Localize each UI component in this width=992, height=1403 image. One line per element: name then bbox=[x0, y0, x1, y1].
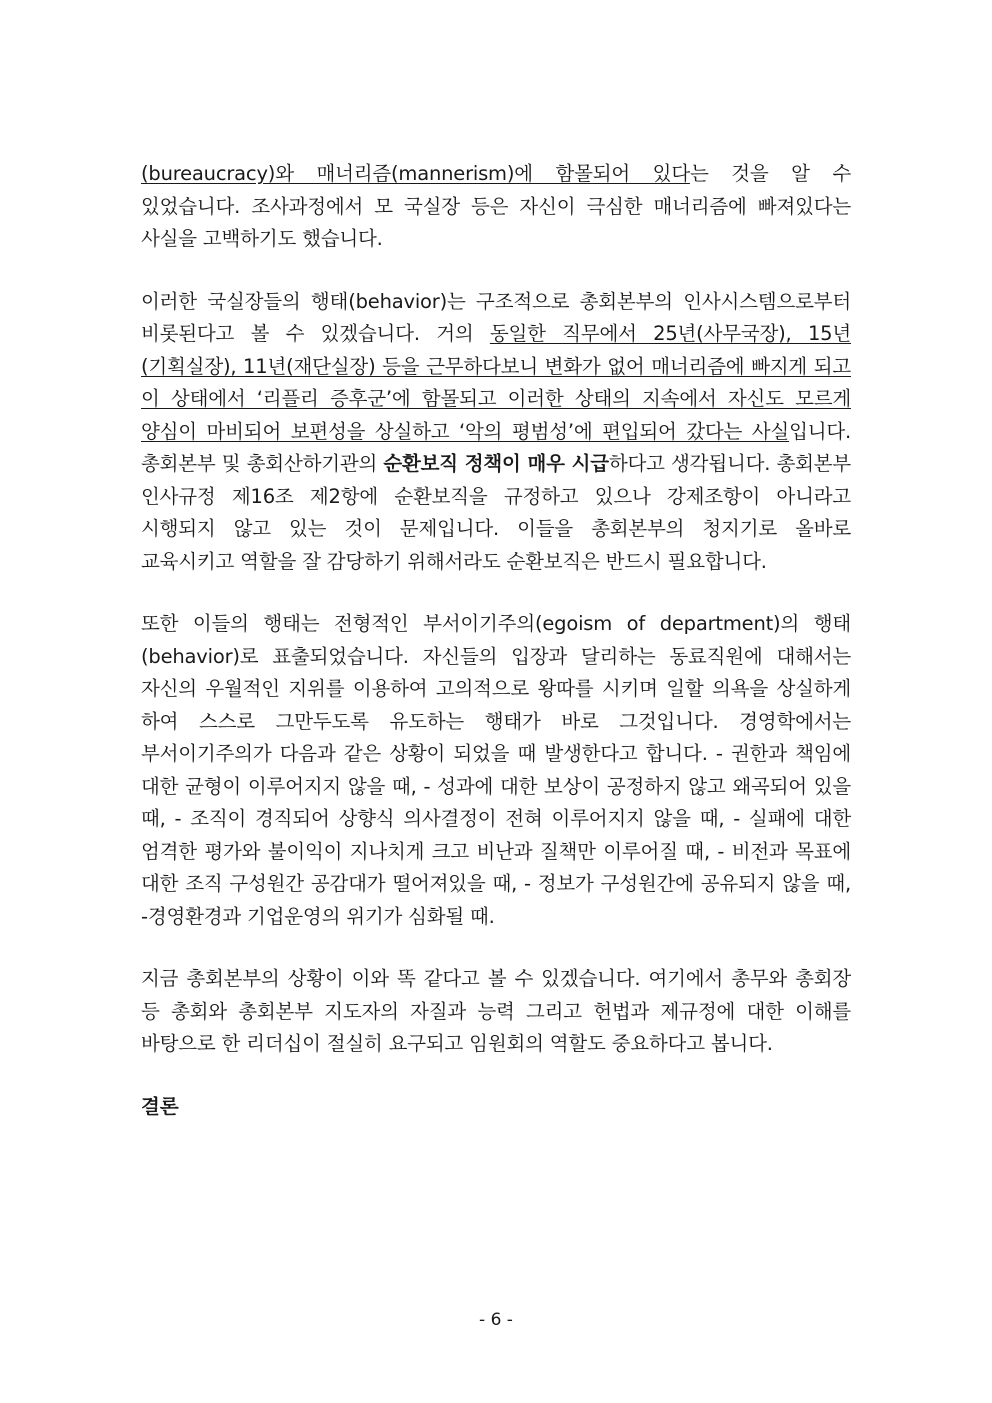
paragraph-bureaucracy bbox=[141, 158, 851, 256]
paragraph-leadership bbox=[141, 963, 851, 1061]
underlined-text: 동일한 직무에서 25년(사무국장), 15년(기획실장), 11년(재단실장) 등을 근무하다보니 변화가 없어 매너리즘에 빠지게 되고 이 상태에서 ‘리플리 증후군’에 함몰되고 이러한 상태의 지속에서 자신도 모르게 양심이 마비되어 보편성을 상실하고 ‘악의 평범성’에 편입되어 갔다는 사실 bbox=[141, 322, 851, 443]
document-body bbox=[141, 158, 851, 1123]
paragraph-egoism bbox=[141, 608, 851, 933]
underlined-text: (bureaucracy)와 매너리즘(mannerism)에 함몰되어 있다 bbox=[141, 162, 690, 185]
section-heading-conclusion: 결론 bbox=[141, 1094, 179, 1118]
bold-text: 순환보직 정책이 매우 시급 bbox=[383, 452, 609, 475]
body-text: 입니다. 총회본부 및 총회산하기관의 bbox=[141, 419, 851, 475]
body-text: 지금 총회본부의 상황이 이와 똑 같다고 볼 수 있겠습니다. 여기에서 총무와 총회장 등 총회와 총회본부 지도자의 자질과 능력 그리고 헌법과 제규정에 대한 이해를 바탕으로 한 리더십이 절실히 요구되고 임원회의 역할도 중요하다고 봅니다. bbox=[141, 967, 851, 1055]
body-text: 는 것을 알 수 있었습니다. 조사과정에서 모 국실장 등은 자신이 극심한 매너리즘에 빠져있다는 사실을 고백하기도 했습니다. bbox=[141, 162, 851, 250]
body-text: 하다고 생각됩니다. 총회본부 인사규정 제16조 제2항에 순환보직을 규정하고 있으나 강제조항이 아니라고 시행되지 않고 있는 것이 문제입니다. 이들을 총회본부의 청지기로 올바로 교육시키고 역할을 잘 감당하기 위해서라도 순환보직은 반드시 필요합니다. bbox=[141, 452, 852, 573]
body-text: 또한 이들의 행태는 전형적인 부서이기주의(egoism of department)의 행태(behavior)로 표출되었습니다. 자신들의 입장과 달리하는 동료직원에 대해서는 자신의 우월적인 지위를 이용하여 고의적으로 왕따를 시키며 일할 의욕을 상실하게 하여 스스로 그만두도록 유도하는 행태가 바로 그것입니다. 경영학에서는 부서이기주의가 다음과 같은 상황이 되었을 때 발생한다고 합니다. - 권한과 책임에 대한 균형이 이루어지지 않을 때, - 성과에 대한 보상이 공정하지 않고 왜곡되어 있을 때, - 조직이 경직되어 상향식 의사결정이 전혀 이루어지지 않을 때, - 실패에 대한 엄격한 평가와 불이익이 지나치게 크고 비난과 질책만 이루어질 때, - 비전과 목표에 대한 조직 구성원간 공감대가 떨어져있을 때, - 정보가 구성원간에 공유되지 않을 때, -경영환경과 기업운영의 위기가 심화될 때. bbox=[141, 612, 851, 928]
body-text: 이러한 국실장들의 행태(behavior)는 구조적으로 총회본부의 인사시스템으로부터 비롯된다고 볼 수 있겠습니다. 거의 bbox=[141, 289, 851, 345]
page-number: - 6 - bbox=[479, 1310, 513, 1330]
paragraph-behavior bbox=[141, 286, 851, 579]
